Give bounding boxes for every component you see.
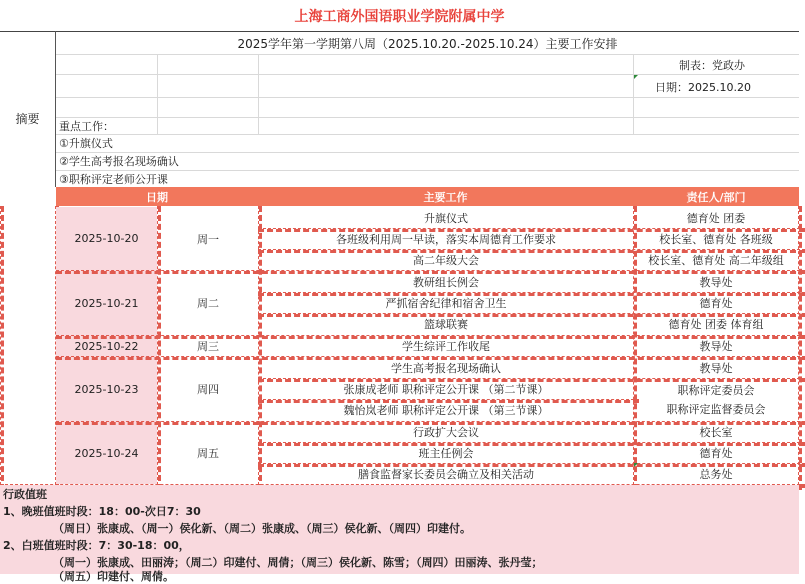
- day-shift-label: 2、白班值班时段：7：30-18：00，: [3, 538, 190, 552]
- task-owner: 教导处: [699, 275, 733, 289]
- task-work: 班主任例会: [418, 447, 474, 460]
- task-owner: 德育处: [699, 296, 733, 310]
- task-work: 各班级利用周一早读，落实本周德育工作要求: [336, 232, 556, 246]
- day-date: 2025-10-24: [74, 446, 139, 460]
- key-work-item: ③职称评定老师公开课: [59, 172, 168, 186]
- comment-marker-icon: [634, 463, 638, 467]
- day-weekday: 周二: [197, 297, 219, 310]
- task-work: 严抓宿舍纪律和宿舍卫生: [385, 296, 507, 310]
- duty-heading: 行政值班: [3, 487, 47, 501]
- comment-marker-icon: [634, 75, 638, 79]
- task-work: 高二年级大会: [413, 253, 479, 267]
- night-shift-label: 1、晚班值班时段：18：00-次日7：30: [3, 504, 201, 518]
- task-work: 篮球联赛: [424, 318, 468, 331]
- summary-label: 摘要: [15, 111, 40, 126]
- task-owner: 教导处: [699, 340, 733, 353]
- task-owner: 校长室、德育处 各班级: [659, 232, 773, 246]
- task-owner: 德育处: [699, 447, 733, 460]
- schedule-title: 2025学年第一学期第八周（2025.10.20.-2025.10.24）主要工作安排: [237, 36, 618, 51]
- header-main-work: 主要工作: [423, 190, 468, 204]
- task-owner: 校长室: [699, 426, 733, 439]
- task-work: 升旗仪式: [424, 211, 468, 225]
- header-date: 日期: [146, 190, 168, 204]
- task-work: 教研组长例会: [413, 275, 479, 289]
- header-responsible: 责任人/部门: [686, 190, 746, 204]
- task-owner: 校长室、德育处 高二年级组: [648, 253, 784, 267]
- day-shift-names: （周五）印建付、周倩。: [53, 570, 174, 583]
- task-owner: 德育处 团委 体育组: [668, 318, 764, 331]
- task-work: 魏怡岚老师 职称评定公开课 （第三节课）: [343, 404, 549, 417]
- key-work-item: ②学生高考报名现场确认: [59, 155, 179, 168]
- day-weekday: 周五: [197, 447, 219, 460]
- task-owner: 总务处: [699, 468, 733, 481]
- task-owner: 教导处: [699, 361, 733, 375]
- task-owner: 职称评定监督委员会: [666, 403, 766, 416]
- prepared-by: 制表：党政办: [679, 58, 745, 72]
- day-date: 2025-10-21: [74, 296, 139, 310]
- task-work: 学生综评工作收尾: [402, 340, 490, 353]
- date-line: 日期：2025.10.20: [655, 80, 751, 94]
- day-date: 2025-10-23: [74, 382, 139, 396]
- key-work-item: ①升旗仪式: [59, 137, 113, 150]
- task-work: 行政扩大会议: [413, 426, 479, 439]
- school-name: 上海工商外国语职业学院附属中学: [294, 8, 505, 25]
- night-shift-names: （周日）张康成、（周一）侯化新、（周二）张康成、（周三）侯化新、（周四）印建付。: [53, 521, 471, 535]
- day-weekday: 周三: [197, 340, 219, 353]
- task-owner: 职称评定委员会: [677, 384, 755, 397]
- task-work: 膳食监督家长委员会确立及相关活动: [358, 468, 534, 481]
- day-date: 2025-10-20: [74, 232, 139, 245]
- task-owner: 德育处 团委: [686, 211, 746, 225]
- day-weekday: 周四: [197, 383, 219, 396]
- task-work: 学生高考报名现场确认: [391, 361, 501, 375]
- task-work: 张康成老师 职称评定公开课 （第二节课）: [343, 382, 549, 396]
- day-weekday: 周一: [197, 232, 219, 246]
- day-shift-names: （周一）张康成、田丽涛；（周二）印建付、周倩；（周三）侯化新、陈雪；（周四）田丽涛、张丹莹；: [53, 555, 543, 569]
- key-work-heading: 重点工作：: [59, 119, 114, 133]
- day-date: 2025-10-22: [74, 339, 139, 353]
